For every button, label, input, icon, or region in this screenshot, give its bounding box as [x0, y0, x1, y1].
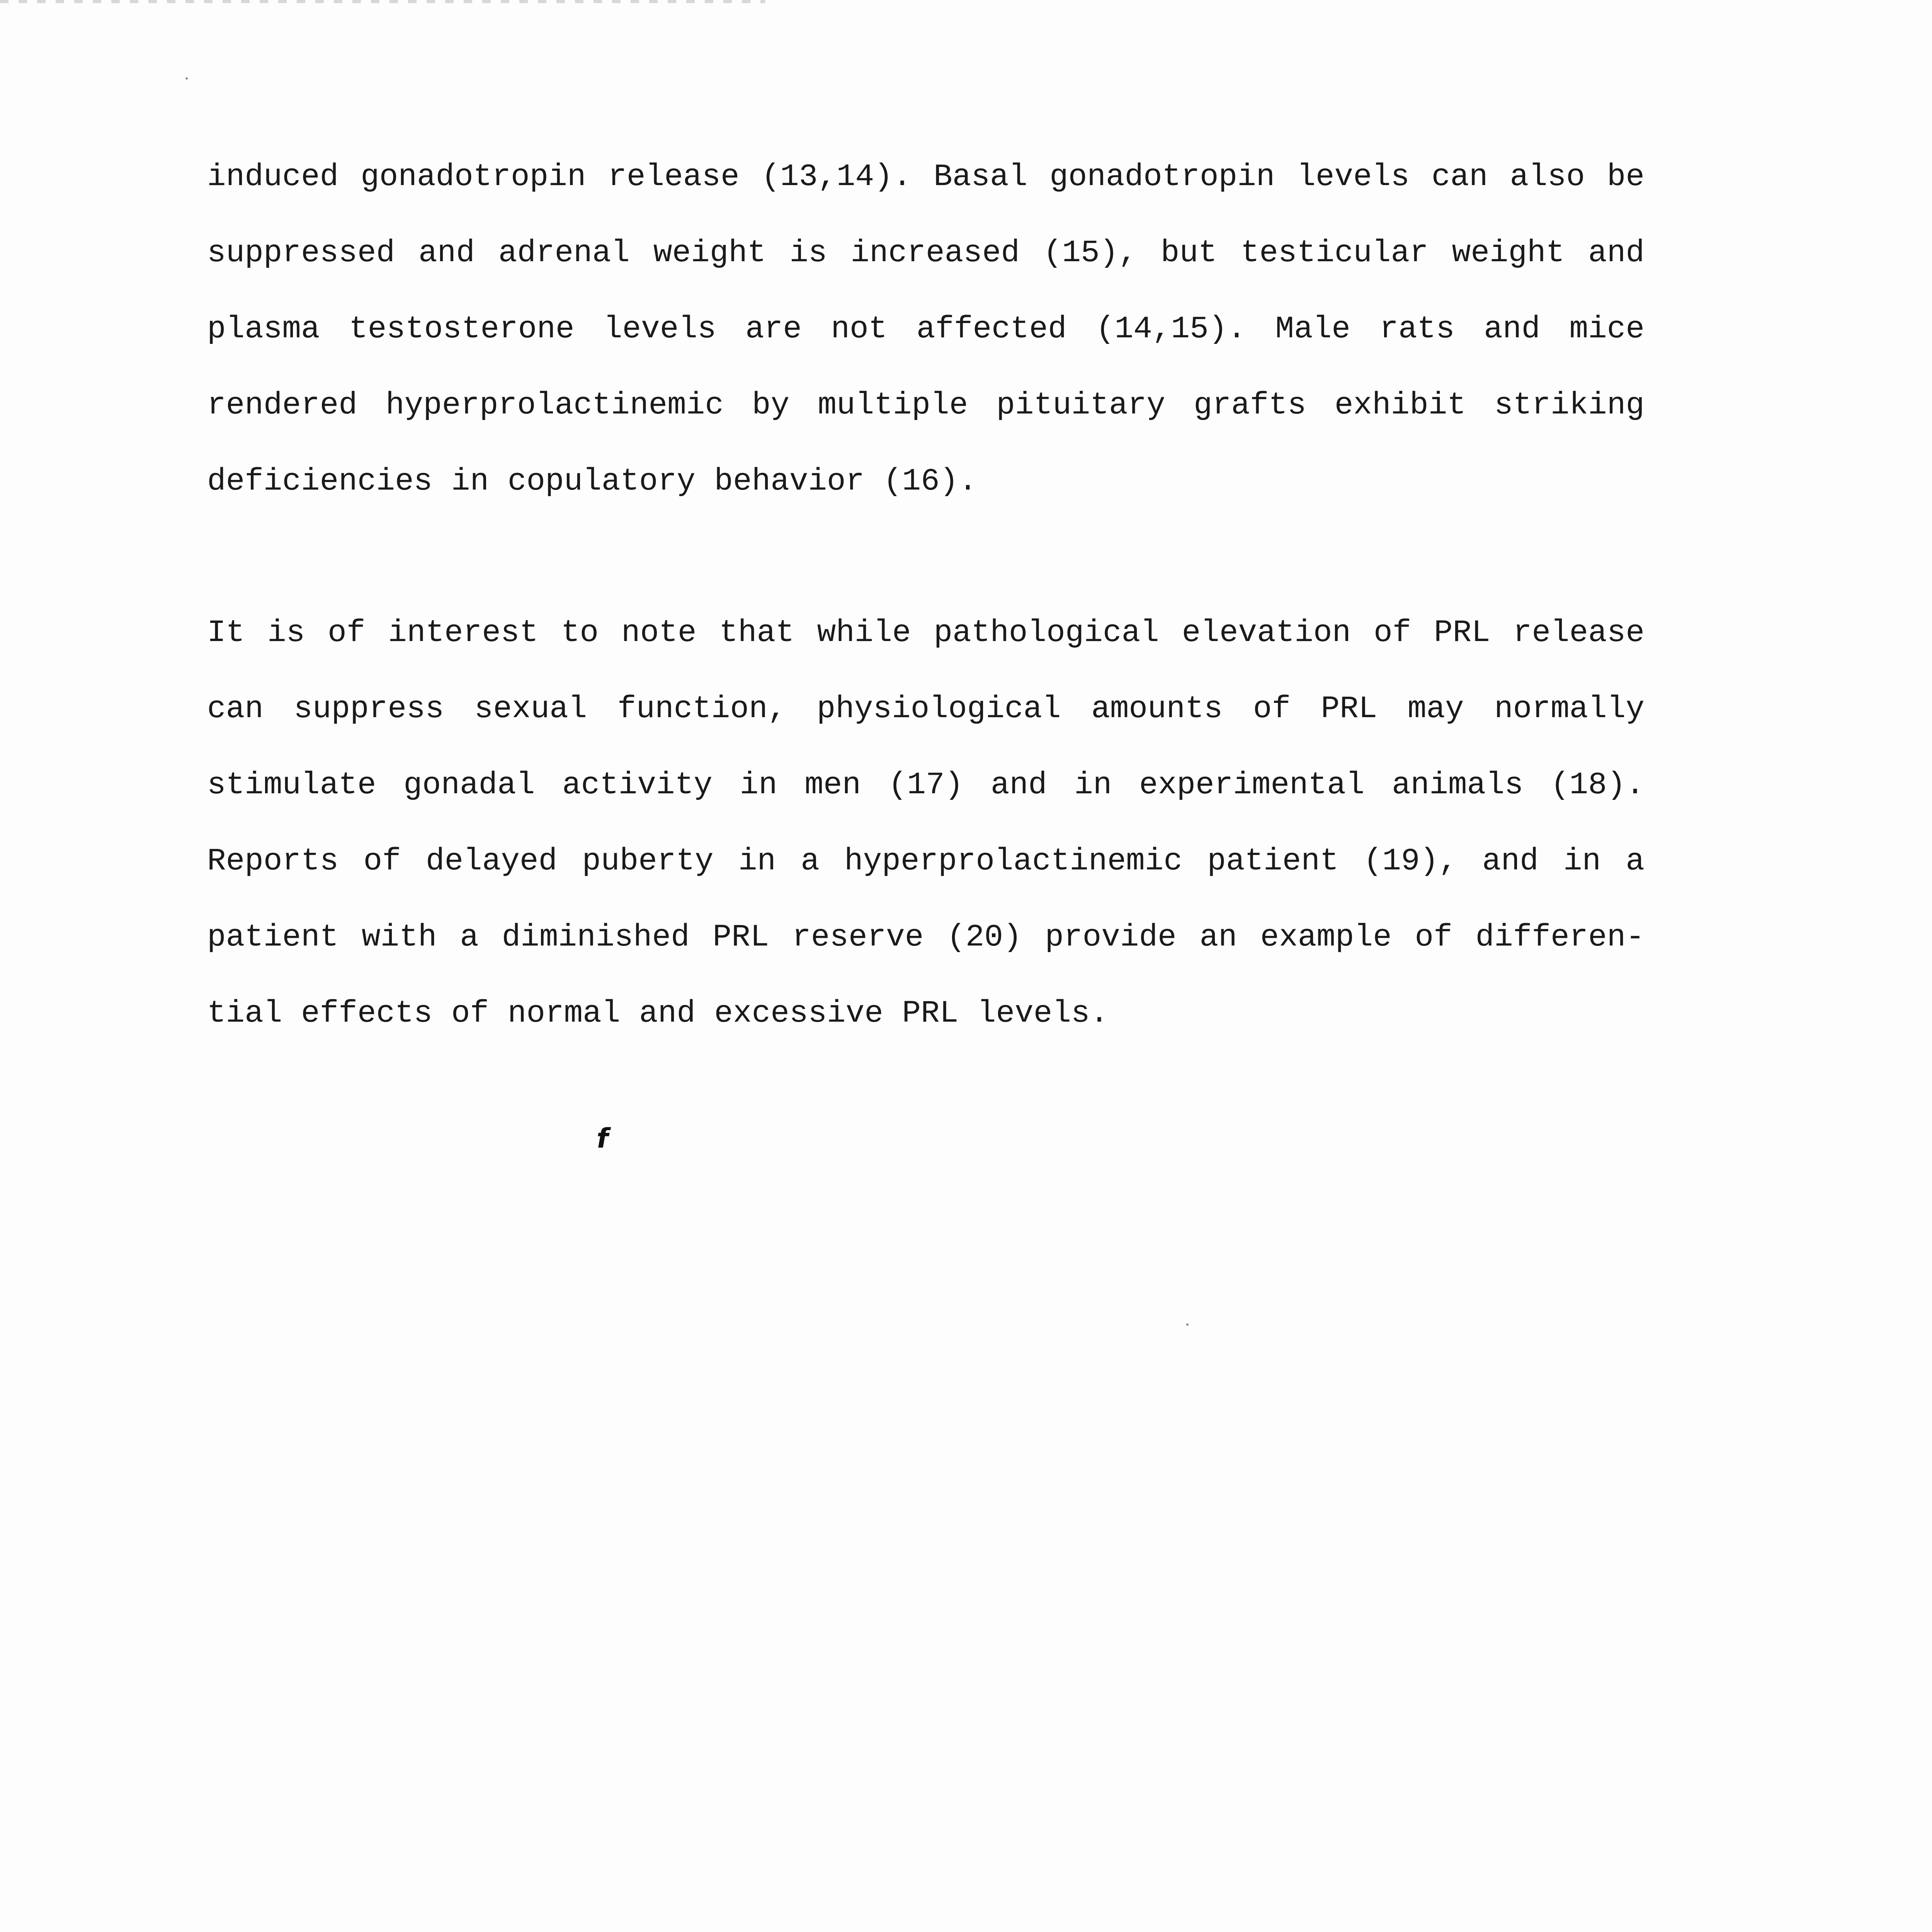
text-line: Reports of delayed puberty in a hyperprolactinemic patient (19), and in a: [207, 844, 1645, 879]
text-line: stimulate gonadal activity in men (17) and in experimental animals (18).: [207, 768, 1645, 803]
text-line: patient with a diminished PRL reserve (20) provide an example of differen-: [207, 920, 1645, 955]
text-line: induced gonadotropin release (13,14). Basal gonadotropin levels can also be: [207, 160, 1645, 195]
text-line: can suppress sexual function, physiological amounts of PRL may normally: [207, 692, 1645, 727]
paragraph-2: [207, 595, 1645, 1052]
text-line: rendered hyperprolactinemic by multiple pituitary grafts exhibit striking: [207, 388, 1645, 423]
scan-speck: [1186, 1323, 1189, 1326]
text-line: tial effects of normal and excessive PRL levels.: [207, 996, 1109, 1031]
scan-edge-artifact: [0, 0, 765, 3]
stray-ink-mark: f: [594, 1122, 612, 1154]
text-line: It is of interest to note that while pathological elevation of PRL release: [207, 616, 1645, 651]
text-line: plasma testosterone levels are not affected (14,15). Male rats and mice: [207, 312, 1645, 347]
paragraph-1: [207, 139, 1645, 520]
scan-speck: [185, 77, 188, 80]
text-line: deficiencies in copulatory behavior (16).: [207, 464, 977, 499]
text-line: suppressed and adrenal weight is increased (15), but testicular weight and: [207, 236, 1645, 271]
